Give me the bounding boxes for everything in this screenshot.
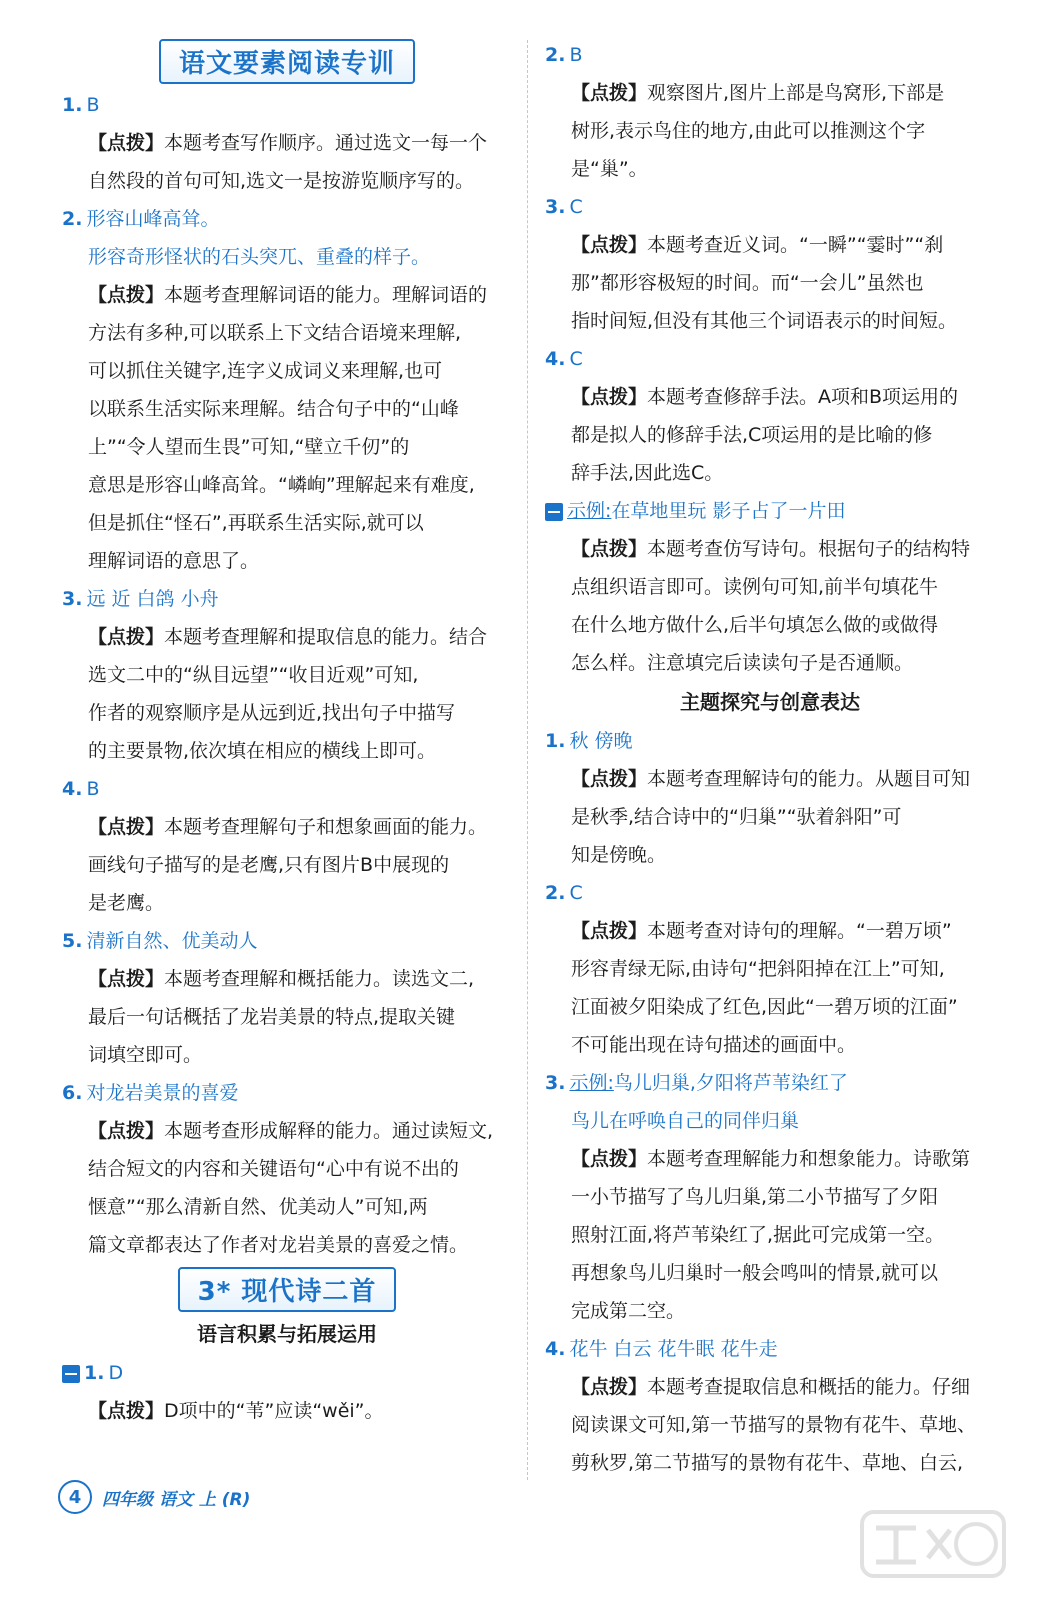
hint-tag: 【点拨】 [571,920,648,942]
hint-tag: 【点拨】 [571,82,648,104]
question-number: 1. [62,94,83,116]
explain-line: 剪秋罗,第二节描写的景物有花牛、草地、白云, [571,1452,964,1474]
explain-line: 作者的观察顺序是从远到近,找出句子中描写 [88,702,456,724]
answer-line [545,492,995,530]
hint-tag: 【点拨】 [88,132,165,154]
answer-line [62,770,512,808]
explain-line: 【点拨】本题考查理解诗句的能力。从题目可知 [571,768,971,790]
answer-line [62,1354,512,1392]
answer-text: 远 近 白鸽 小舟 [86,588,219,610]
explain-line: 一小节描写了鸟儿归巢,第二小节描写了夕阳 [571,1186,939,1208]
explain-line: 点组织语言即可。读例句可知,前半句填花牛 [571,576,939,598]
hint-tag: 【点拨】 [88,626,165,648]
lesson-title: 3* 现代诗二首 [178,1267,397,1312]
left-column [62,36,512,1430]
answer-line [62,200,512,238]
hint-tag: 【点拨】 [88,1120,165,1142]
explain-line: 江面被夕阳染成了红色,因此“一碧万顷的江面” [571,996,958,1018]
question-number: 2. [545,882,566,904]
answer-text: B [86,94,100,116]
answer-line [545,36,995,74]
explain-line: 再想象鸟儿归巢时一般会鸣叫的情景,就可以 [571,1262,939,1284]
answer-line [62,1074,512,1112]
explain-line: 惬意”“那么清新自然、优美动人”可知,两 [88,1196,428,1218]
answer-text: C [569,196,583,218]
explain-line: 辞手法,因此选C。 [571,462,724,484]
explain-line: 【点拨】D项中的“苇”应读“wěi”。 [88,1400,384,1422]
explain-line: 【点拨】本题考查理解句子和想象画面的能力。 [88,816,488,838]
explain-line: 怎么样。注意填完后读读句子是否通顺。 [571,652,914,674]
question-number: 3. [545,196,566,218]
explain-line: 【点拨】本题考查理解能力和想象能力。诗歌第 [571,1148,971,1170]
column-divider [527,40,528,1480]
question-number: 4. [62,778,83,800]
explain-line: 树形,表示鸟住的地方,由此可以推测这个字 [571,120,926,142]
explain-line: 完成第二空。 [571,1300,686,1322]
explain-line: 但是抓住“怪石”,再联系生活实际,就可以 [88,512,424,534]
question-number: 1. [545,730,566,752]
explain-line: 【点拨】本题考查理解词语的能力。理解词语的 [88,284,488,306]
explain-line: 【点拨】观察图片,图片上部是鸟窝形,下部是 [571,82,945,104]
explain-line: 【点拨】本题考查形成解释的能力。通过读短文, [88,1120,494,1142]
answer-line: 形容奇形怪状的石头突兀、重叠的样子。 [88,246,431,268]
answer-line [545,188,995,226]
answer-text: C [569,882,583,904]
section-marker-icon [62,1365,80,1383]
book-info: 四年级 语文 上 (R) [102,1489,251,1510]
explain-line: 【点拨】本题考查提取信息和概括的能力。仔细 [571,1376,971,1398]
page-number: 4 [58,1480,92,1514]
explain-line: 方法有多种,可以联系上下文结合语境来理解, [88,322,462,344]
example-label: 示例: [567,500,612,522]
section-marker-icon [545,503,563,521]
answer-text: 鸟儿归巢,夕阳将芦苇染红了 [613,1072,848,1094]
explain-line: 画线句子描写的是老鹰,只有图片B中展现的 [88,854,450,876]
answer-line [62,922,512,960]
explain-line: 形容青绿无际,由诗句“把斜阳掉在江上”可知, [571,958,945,980]
explain-line: 指时间短,但没有其他三个词语表示的时间短。 [571,310,958,332]
explain-line: 篇文章都表达了作者对龙岩美景的喜爱之情。 [88,1234,469,1256]
hint-tag: 【点拨】 [88,968,165,990]
section-heading: 主题探究与创意表达 [680,690,860,714]
answer-text: 形容山峰高耸。 [86,208,220,230]
hint-tag: 【点拨】 [571,386,648,408]
question-number: 4. [545,1338,566,1360]
explain-line: 【点拨】本题考查理解和概括能力。读选文二, [88,968,475,990]
explain-line: 可以抓住关键字,连字义成词义来理解,也可 [88,360,443,382]
explain-line: 自然段的首句可知,选文一是按游览顺序写的。 [88,170,475,192]
answer-text: B [86,778,100,800]
question-number: 1. [84,1362,105,1384]
explain-line: 是老鹰。 [88,892,165,914]
question-number: 2. [62,208,83,230]
lesson-banner [62,1264,512,1314]
answer-line [545,722,995,760]
hint-tag: 【点拨】 [571,768,648,790]
explain-line: 都是拟人的修辞手法,C项运用的是比喻的修 [571,424,933,446]
explain-line: 照射江面,将芦苇染红了,据此可完成第一空。 [571,1224,945,1246]
explain-line: 意思是形容山峰高耸。“嶙峋”理解起来有难度, [88,474,475,496]
answer-text: C [569,348,583,370]
explain-line: 在什么地方做什么,后半句填怎么做的或做得 [571,614,939,636]
hint-tag: 【点拨】 [88,816,165,838]
explain-line: 结合短文的内容和关键语句“心中有说不出的 [88,1158,459,1180]
explain-line: 阅读课文可知,第一节描写的景物有花牛、草地、 [571,1414,977,1436]
question-number: 2. [545,44,566,66]
section-heading: 语言积累与拓展运用 [197,1322,377,1346]
hint-tag: 【点拨】 [571,538,648,560]
question-number: 3. [62,588,83,610]
answer-text: 对龙岩美景的喜爱 [86,1082,239,1104]
answer-line [545,340,995,378]
answer-text: 在草地里玩 影子占了一片田 [611,500,846,522]
answer-line [62,86,512,124]
question-number: 3. [545,1072,566,1094]
answer-line [545,1330,995,1368]
hint-tag: 【点拨】 [88,284,165,306]
hint-tag: 【点拨】 [571,1376,648,1398]
example-label: 示例: [569,1072,614,1094]
explain-line: 【点拨】本题考查修辞手法。A项和B项运用的 [571,386,959,408]
explain-line: 【点拨】本题考查对诗句的理解。“一碧万顷” [571,920,952,942]
explain-line: 是“巢”。 [571,158,648,180]
explain-line: 【点拨】本题考查近义词。“一瞬”“霎时”“刹 [571,234,944,256]
explain-line: 【点拨】本题考查仿写诗句。根据句子的结构特 [571,538,971,560]
explain-line: 上”“令人望而生畏”可知,“壁立千仞”的 [88,436,410,458]
answer-line [545,874,995,912]
answer-line [62,580,512,618]
answer-text: 清新自然、优美动人 [86,930,258,952]
explain-line: 不可能出现在诗句描述的画面中。 [571,1034,857,1056]
explain-line: 词填空即可。 [88,1044,203,1066]
answer-line [545,1064,995,1102]
watermark-logo [858,1508,1008,1580]
explain-line: 理解词语的意思了。 [88,550,260,572]
question-number: 6. [62,1082,83,1104]
banner-title: 语文要素阅读专训 [159,39,415,84]
explain-line: 【点拨】本题考查理解和提取信息的能力。结合 [88,626,488,648]
explain-line: 【点拨】本题考查写作顺序。通过选文一每一个 [88,132,488,154]
question-number: 4. [545,348,566,370]
question-number: 5. [62,930,83,952]
hint-tag: 【点拨】 [88,1400,165,1422]
right-column [545,36,995,1482]
explain-line: 以联系生活实际来理解。结合句子中的“山峰 [88,398,459,420]
answer-text: D [108,1362,124,1384]
answer-text: 秋 傍晚 [569,730,633,752]
explain-line: 是秋季,结合诗中的“归巢”“驮着斜阳”可 [571,806,902,828]
explain-line: 最后一句话概括了龙岩美景的特点,提取关键 [88,1006,456,1028]
hint-tag: 【点拨】 [571,234,648,256]
explain-line: 那”都形容极短的时间。而“一会儿”虽然也 [571,272,924,294]
answer-line: 鸟儿在呼唤自己的同伴归巢 [571,1110,800,1132]
explain-line: 的主要景物,依次填在相应的横线上即可。 [88,740,437,762]
answer-text: B [569,44,583,66]
hint-tag: 【点拨】 [571,1148,648,1170]
page-footer [58,1480,250,1514]
section-banner [62,36,512,86]
explain-line: 知是傍晚。 [571,844,667,866]
answer-text: 花牛 白云 花牛眠 花牛走 [569,1338,778,1360]
explain-line: 选文二中的“纵目远望”“收目近观”可知, [88,664,419,686]
